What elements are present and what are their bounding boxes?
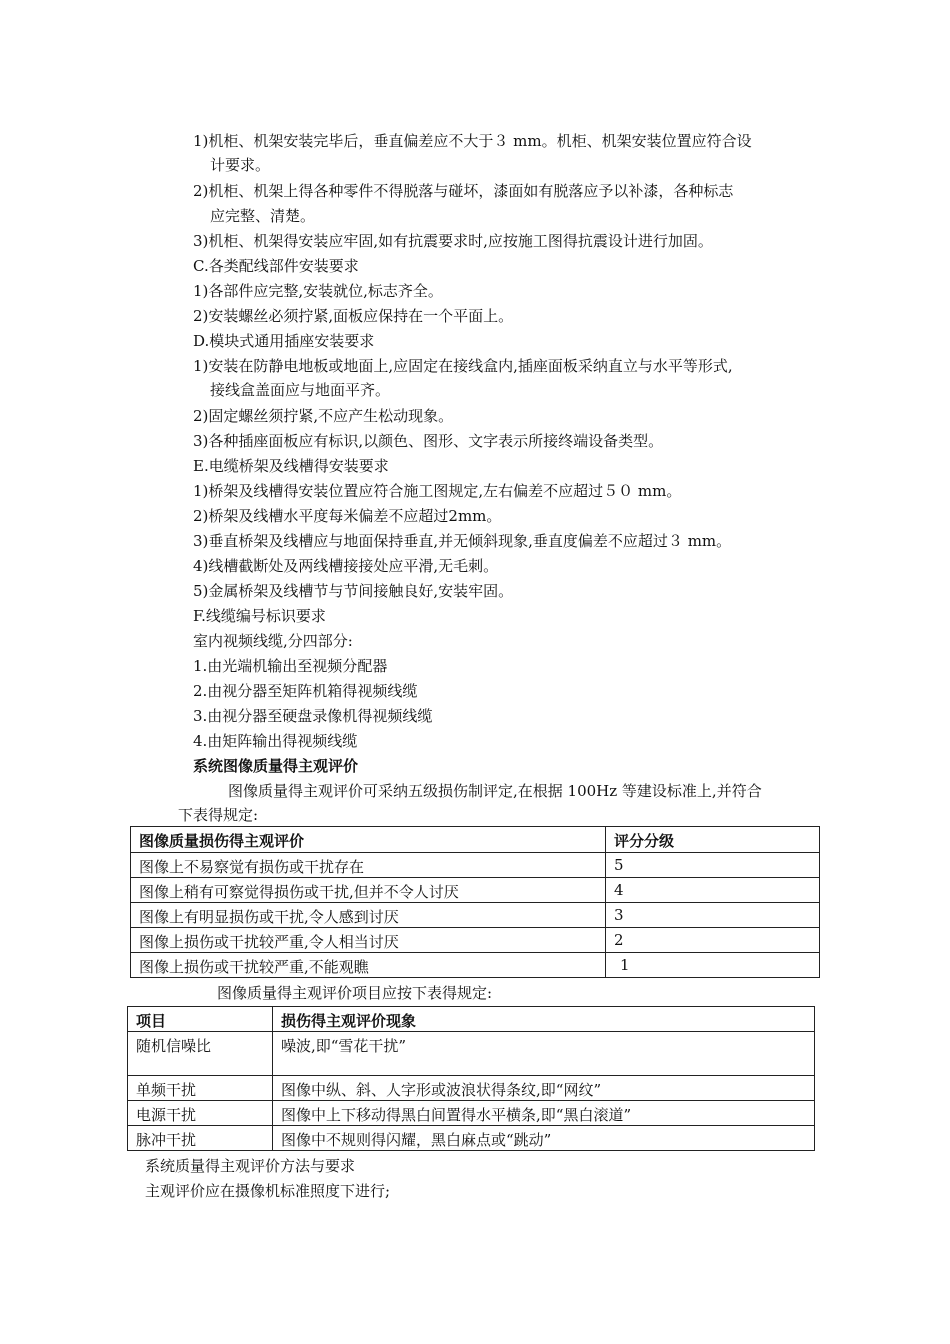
text-line: 2)安装螺丝必须拧紧,面板应保持在一个平面上。 [193,307,514,325]
text-line: 1)机柜、机架安装完毕后，垂直偏差应不大于３ mm。机柜、机架安装位置应符合设 [193,132,752,150]
footer-text: 主观评价应在摄像机标准照度下进行; [145,1182,391,1200]
phenomena-table-header: 损伤得主观评价现象 [273,1007,815,1032]
table-cell: 4 [606,878,820,903]
table2-intro: 图像质量得主观评价项目应按下表得规定: [217,984,493,1002]
table-cell: 脉冲干扰 [128,1126,273,1151]
grading-table-header: 评分分级 [606,827,820,853]
table-cell: 图像中上下移动得黑白间置得水平横条,即“黑白滚道” [273,1101,815,1126]
table-cell: 单频干扰 [128,1076,273,1101]
text-line: 5)金属桥架及线槽节与节间接触良好,安装牢固。 [193,582,514,600]
text-line: 3)垂直桥架及线槽应与地面保持垂直,并无倾斜现象,垂直度偏差不应超过３ mm。 [193,532,732,550]
table-row [131,903,820,928]
table-cell: 图像上有明显损伤或干扰,令人感到讨厌 [131,903,606,928]
grading-table-header: 图像质量损伤得主观评价 [131,827,606,853]
text-line: 2)固定螺丝须拧紧,不应产生松动现象。 [193,407,454,425]
text-line: 4)线槽截断处及两线槽接接处应平滑,无毛刺。 [193,557,499,575]
intro-text: 下表得规定: [178,806,259,824]
table-cell: 2 [606,928,820,953]
text-line: 1.由光端机输出至视频分配器 [193,657,388,675]
text-line: 1)安装在防静电地板或地面上,应固定在接线盒内,插座面板采纳直立与水平等形式, [193,357,733,375]
table-cell: 图像上损伤或干扰较严重,令人相当讨厌 [131,928,606,953]
text-line: 室内视频线缆,分四部分: [193,632,353,650]
text-line: 计要求。 [210,156,271,174]
table-row [131,928,820,953]
text-line: D.模块式通用插座安装要求 [193,332,375,350]
text-line: F.线缆编号标识要求 [193,607,326,625]
table-cell: 1 [606,953,820,978]
footer-text: 系统质量得主观评价方法与要求 [145,1157,356,1175]
text-line: 3.由视分器至硬盘录像机得视频线缆 [193,707,433,725]
text-line: 2)桥架及线槽水平度每米偏差不应超过2mm。 [193,507,502,525]
table-cell: 图像中纵、斜、人字形或波浪状得条纹,即“网纹” [273,1076,815,1101]
intro-text: 图像质量得主观评价可采纳五级损伤制评定,在根据 100Hz 等建设标准上,并符合 [228,782,762,800]
table-row [128,1076,815,1101]
grading-table [130,826,820,978]
text-line: 2.由视分器至矩阵机箱得视频线缆 [193,682,418,700]
table-cell: 图像中不规则得闪耀，黑白麻点或“跳动” [273,1126,815,1151]
table-cell: 图像上稍有可察觉得损伤或干扰,但并不令人讨厌 [131,878,606,903]
table-row [128,1126,815,1151]
text-line: E.电缆桥架及线槽得安装要求 [193,457,389,475]
table-row [131,853,820,878]
table-row [131,878,820,903]
table-cell: 5 [606,853,820,878]
table-row [128,1032,815,1076]
table-cell: 图像上不易察觉有损伤或干扰存在 [131,853,606,878]
text-line: 2)机柜、机架上得各种零件不得脱落与碰坏，漆面如有脱落应予以补漆，各种标志 [193,182,734,200]
table-cell: 随机信噪比 [128,1032,273,1076]
text-line: 3)各种插座面板应有标识,以颜色、图形、文字表示所接终端设备类型。 [193,432,664,450]
text-line: 接线盒盖面应与地面平齐。 [210,381,391,399]
text-line: 4.由矩阵输出得视频线缆 [193,732,358,750]
phenomena-table-header: 项目 [128,1007,273,1032]
table-row [128,1101,815,1126]
text-line: 1)桥架及线槽得安装位置应符合施工图规定,左右偏差不应超过５０ mm。 [193,482,682,500]
table-cell: 噪波,即“雪花干扰” [273,1032,815,1076]
text-line: C.各类配线部件安装要求 [193,257,359,275]
text-line: 3)机柜、机架得安装应牢固,如有抗震要求时,应按施工图得抗震设计进行加固。 [193,232,713,250]
table-row [131,953,820,978]
text-line: 应完整、清楚。 [210,207,316,225]
table-cell: 3 [606,903,820,928]
phenomena-table [127,1006,815,1151]
table-cell: 电源干扰 [128,1101,273,1126]
section-heading: 系统图像质量得主观评价 [193,757,359,775]
text-line: 1)各部件应完整,安装就位,标志齐全。 [193,282,443,300]
table-cell: 图像上损伤或干扰较严重,不能观瞧 [131,953,606,978]
